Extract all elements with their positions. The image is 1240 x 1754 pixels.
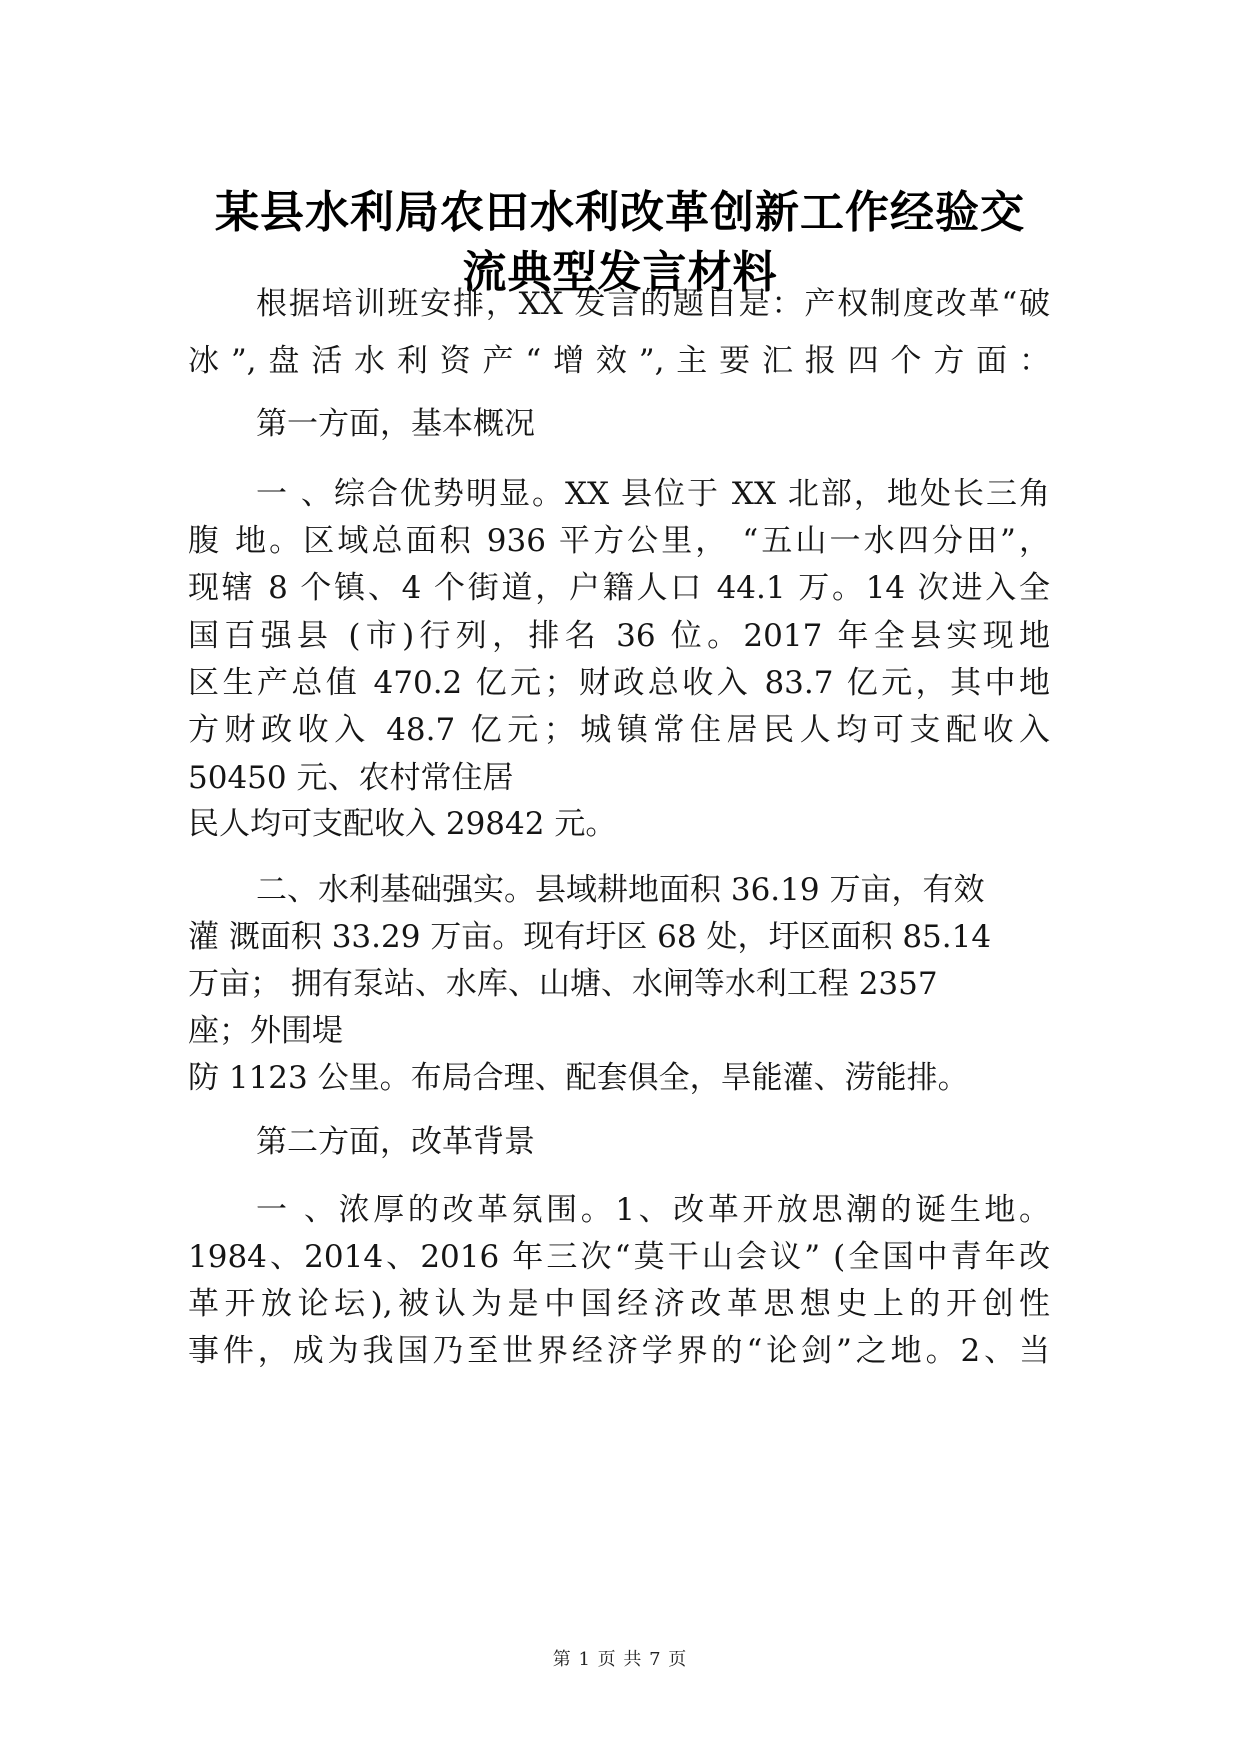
page-number-footer: 第 1 页 共 7 页 xyxy=(552,1649,688,1670)
para2-line-4: 座；外围堤 xyxy=(188,1013,343,1049)
intro-line-2: 冰”,盘活水利资产“增效”,主要汇报四个方面： xyxy=(188,343,1050,379)
para1-line-2: 腹 地。区域总面积 936 平方公里， “五山一水四分田”， xyxy=(188,523,1050,559)
para1-line-6: 方财政收入 48.7 亿元；城镇常住居民人均可支配收入 xyxy=(188,712,1050,748)
section-heading-reform-background: 第二方面，改革背景 xyxy=(256,1124,535,1160)
para2-line-5: 防 1123 公里。布局合理、配套俱全，旱能灌、涝能排。 xyxy=(188,1060,969,1096)
para1-line-5: 区生产总值 470.2 亿元；财政总收入 83.7 亿元，其中地 xyxy=(188,665,1050,701)
document-title-line-2: 流典型发言材料 xyxy=(462,247,778,298)
para1-line-3: 现辖 8 个镇、4 个街道，户籍人口 44.1 万。14 次进入全 xyxy=(188,570,1050,606)
para2-line-1: 二、水利基础强实。县域耕地面积 36.19 万亩，有效 xyxy=(256,872,985,908)
para1-line-4: 国百强县 (市)行列，排名 36 位。2017 年全县实现地 xyxy=(188,618,1050,654)
para1-line-7: 50450 元、农村常住居 xyxy=(188,760,514,796)
intro-line-1: 根据培训班安排，XX 发言的题目是：产权制度改革“破 xyxy=(256,286,1050,322)
para3-line-2: 1984、2014、2016 年三次“莫干山会议” (全国中青年改 xyxy=(188,1239,1050,1275)
para1-line-8: 民人均可支配收入 29842 元。 xyxy=(188,806,617,842)
para2-line-3: 万亩； 拥有泵站、水库、山塘、水闸等水利工程 2357 xyxy=(188,966,938,1002)
document-title-line-1: 某县水利局农田水利改革创新工作经验交 xyxy=(215,187,1025,238)
para1-line-1: 一 、综合优势明显。XX 县位于 XX 北部，地处长三角 xyxy=(256,476,1050,512)
para3-line-1: 一 、浓厚的改革氛围。1、改革开放思潮的诞生地。 xyxy=(256,1192,1050,1228)
para3-line-4: 事件，成为我国乃至世界经济学界的“论剑”之地。2、当 xyxy=(188,1333,1050,1369)
section-heading-basic-overview: 第一方面，基本概况 xyxy=(256,406,535,442)
para2-line-2: 灌 溉面积 33.29 万亩。现有圩区 68 处，圩区面积 85.14 xyxy=(188,919,992,955)
para3-line-3: 革开放论坛),被认为是中国经济改革思想史上的开创性 xyxy=(188,1286,1050,1322)
